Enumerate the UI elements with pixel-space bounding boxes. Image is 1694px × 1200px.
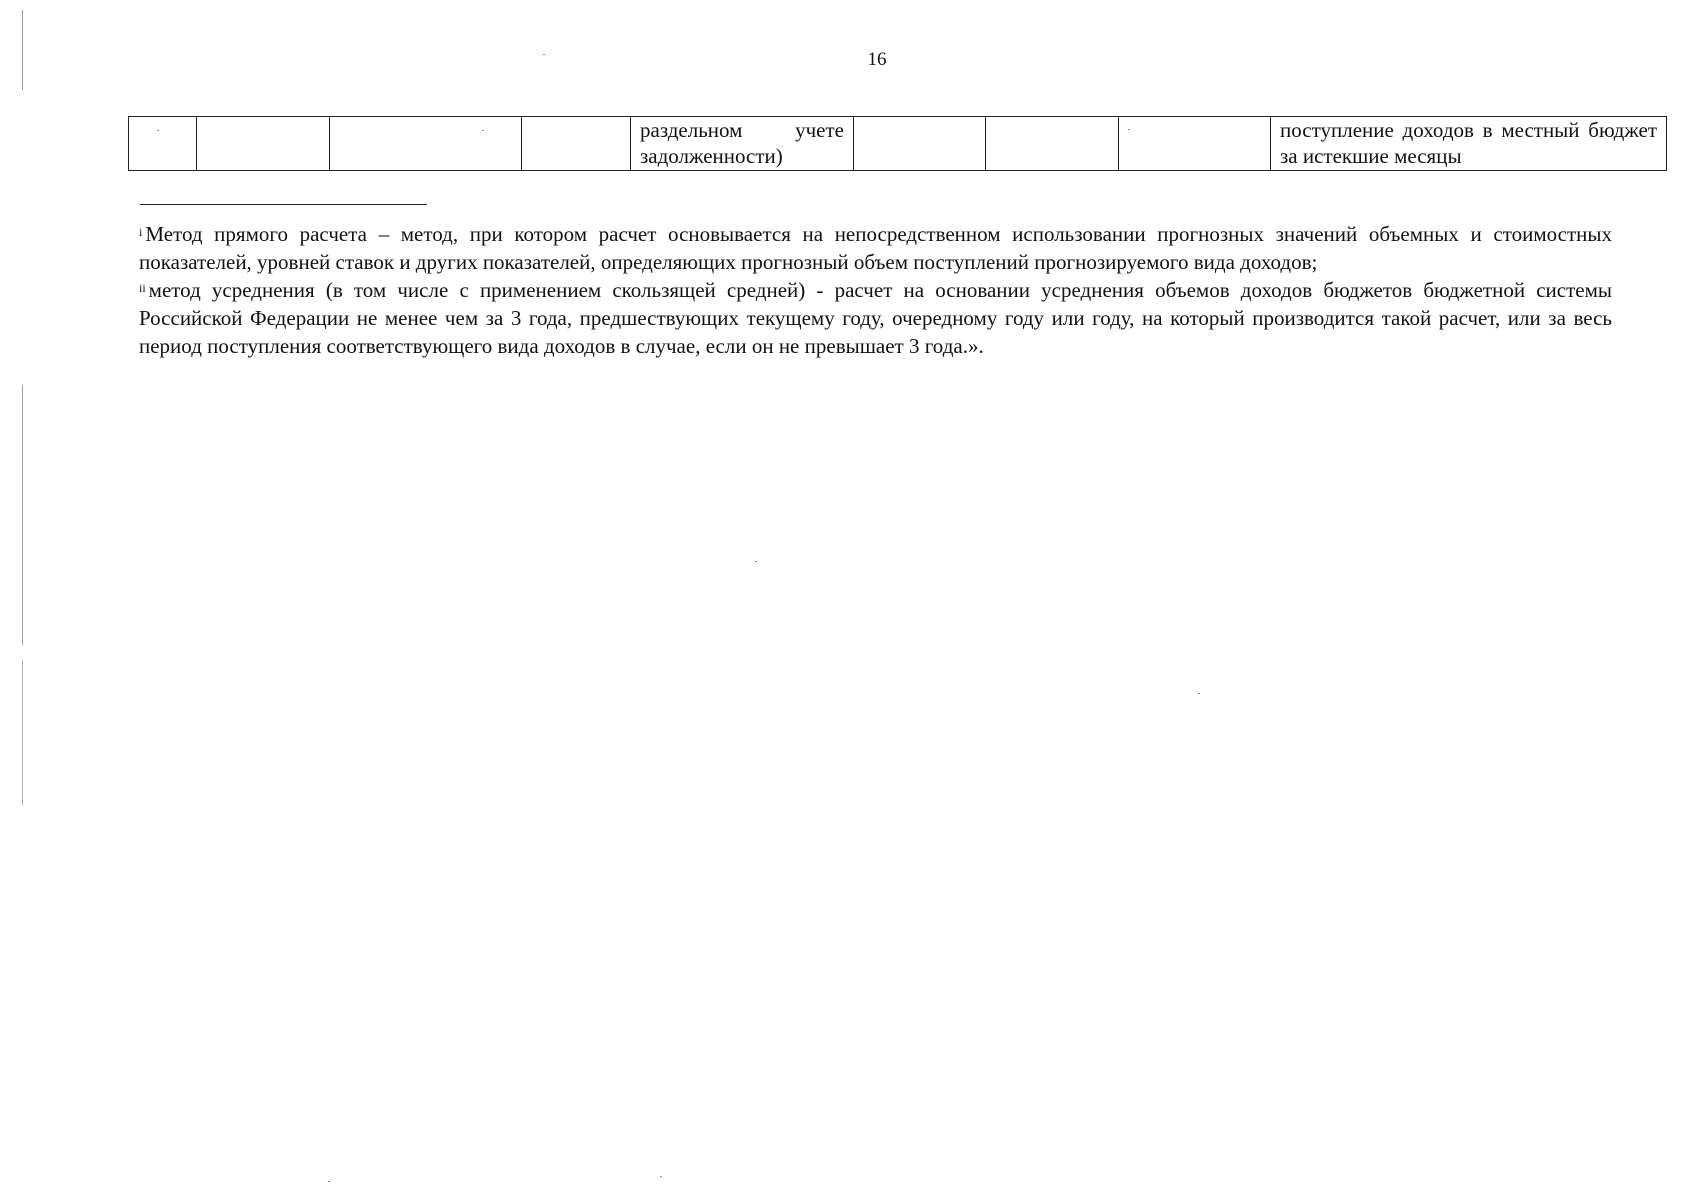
footnote xyxy=(139,220,1612,276)
scan-speck xyxy=(660,1176,662,1177)
table-cell: раздельном учете задолженности) xyxy=(631,117,854,171)
footnote-text: Метод прямого расчета – метод, при котором расчет основывается на непосредственном использовании прогнозных значений объемных и стоимостных показателей, уровней ставок и других показателей, определяющих прогнозный объем поступлений прогнозируемого вида доходов; xyxy=(139,222,1612,274)
table-cell: поступление доходов в местный бюджет за истекшие месяцы xyxy=(1271,117,1667,171)
scan-edge-mark xyxy=(22,660,23,805)
scan-speck xyxy=(1198,693,1200,694)
continuation-table xyxy=(128,116,1667,171)
footnote-marker: ii xyxy=(139,281,146,295)
scan-speck xyxy=(755,561,757,562)
table-cell xyxy=(197,117,330,171)
footnote-marker: i xyxy=(139,225,143,239)
table-cell xyxy=(1119,117,1271,171)
scan-edge-mark xyxy=(22,385,23,645)
table-cell xyxy=(522,117,631,171)
scan-speck xyxy=(328,1181,330,1182)
scan-speck xyxy=(157,130,159,131)
table-cell xyxy=(330,117,522,171)
scan-speck xyxy=(482,130,484,131)
scan-speck xyxy=(543,54,545,55)
footnote-separator xyxy=(140,204,427,205)
table-cell xyxy=(854,117,986,171)
page-number: 16 xyxy=(867,49,887,70)
footnotes xyxy=(139,220,1612,360)
footnote xyxy=(139,276,1612,360)
table-row xyxy=(129,117,1667,171)
table-cell xyxy=(986,117,1119,171)
scan-speck xyxy=(1128,129,1130,130)
table-cell xyxy=(129,117,197,171)
footnote-text: метод усреднения (в том числе с применением скользящей средней) - расчет на основании усреднения объемов доходов бюджетов бюджетной системы Российской Федерации не менее чем за 3 года, предшествующих текущему году, очередному году или году, на который производится такой расчет, или за весь период поступления соответствующего вида доходов в случае, если он не превышает 3 года.». xyxy=(139,278,1612,358)
